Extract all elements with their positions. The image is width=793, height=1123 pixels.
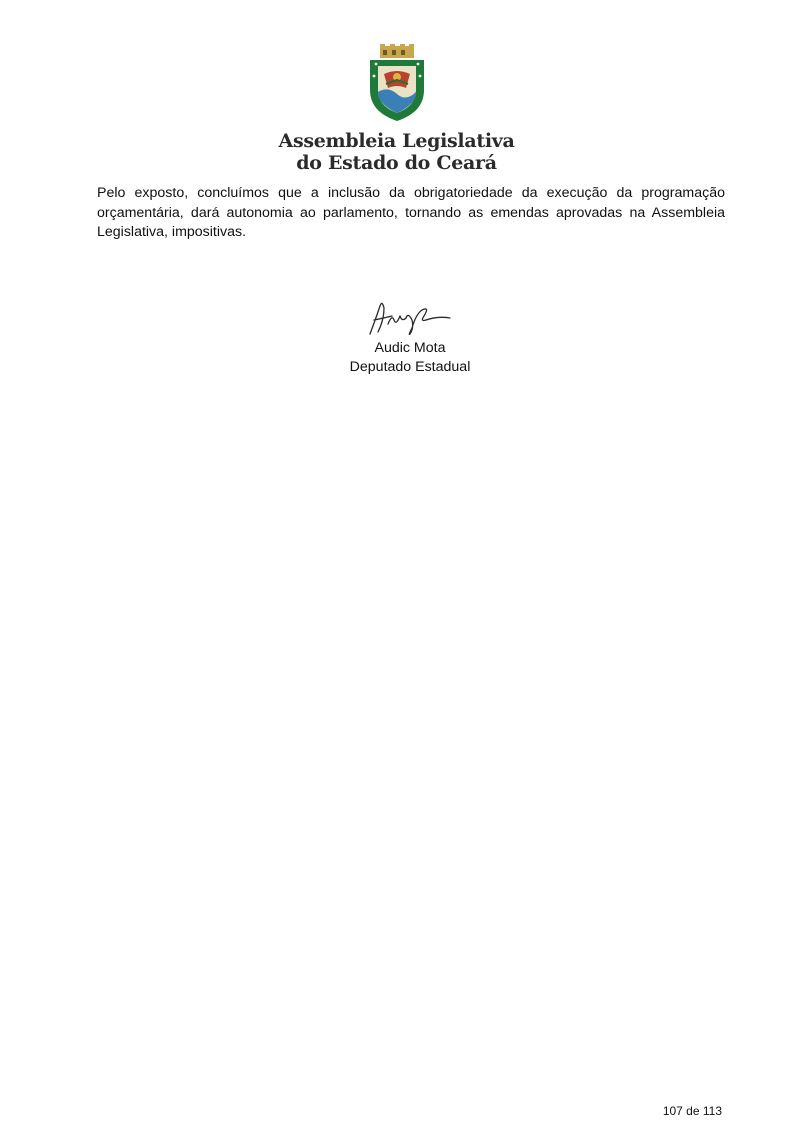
institution-name-line-1: Assembleia Legislativa [278,130,515,152]
institution-name-line-2: do Estado do Ceará [296,152,497,174]
page-number: 107 de 113 [662,1104,722,1118]
letterhead [0,44,793,174]
handwritten-signature [362,298,456,338]
coat-of-arms-icon [366,44,428,122]
signer-role: Deputado Estadual [349,359,471,375]
signer-name: Audic Mota [374,340,446,356]
signer-block [0,339,793,377]
conclusion-paragraph: Pelo exposto, concluímos que a inclusão da obrigatoriedade da execução da programação orçamentária, dará autonomia ao parlamento, tornando as emendas aprovadas na Assembleia Legislativa, impositivas. [97,185,725,240]
